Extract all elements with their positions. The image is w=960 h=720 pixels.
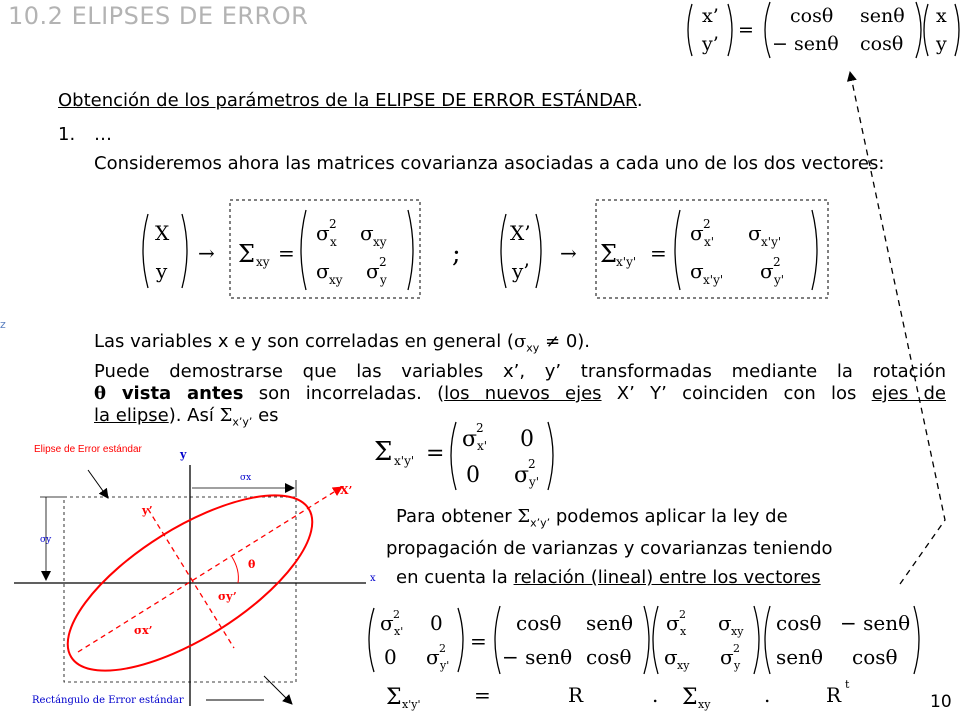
rot-equals: = — [738, 19, 754, 41]
p-t-cos-2: cosθ — [852, 645, 898, 669]
paragraph-covariance: Consideremos ahora las matrices covarianza asociadas a cada uno de los dos vectores: — [94, 153, 885, 174]
item-number: 1. — [58, 124, 76, 145]
p-l-s22-sq: 2 — [439, 642, 446, 655]
m2-s22: σ — [760, 259, 774, 283]
p-l-s11: σ — [380, 611, 394, 635]
sigma-cap-symbol-2: Σ — [517, 506, 531, 527]
rot-yp: y’ — [702, 33, 719, 55]
p-c-s22-sub: y — [734, 659, 741, 672]
sym-dot-1: . — [652, 683, 659, 707]
theta-label: θ — [248, 558, 256, 571]
sigma-x-label: σx — [240, 473, 252, 483]
para4-text-b: podemos aplicar la ley de — [550, 506, 788, 527]
equals-1: = — [278, 241, 295, 265]
m1-s21-sub: xy — [329, 273, 343, 287]
theta-symbol: θ — [94, 383, 107, 404]
p-r-cos-2: cosθ — [586, 645, 632, 669]
arrow-2: → — [560, 241, 577, 265]
rot-vec-y: y — [936, 33, 947, 55]
m3-zero-2: 0 — [466, 463, 480, 488]
sym-sigma-2-sub: xy — [698, 698, 711, 711]
p-l-s22: σ — [426, 645, 440, 669]
sigma-cap-symbol: Σ — [219, 405, 233, 426]
sym-Rt-sup: t — [845, 678, 850, 691]
p-c-s22: σ — [720, 645, 734, 669]
para3-text-e: es — [252, 405, 279, 426]
sigma-cap-subscript: x’y’ — [232, 415, 253, 429]
covariance-xpyp-equation — [501, 200, 828, 298]
p-c-s12-sub: xy — [731, 625, 744, 638]
m3-zero-1: 0 — [520, 427, 534, 452]
m3-s11-sub: x' — [477, 439, 488, 453]
covariance-xy-equation — [143, 200, 420, 298]
m2-s21-sub: x'y' — [703, 273, 724, 287]
m3-s22: σ — [514, 463, 530, 488]
propagation-equation — [369, 606, 919, 674]
sym-sigma-1: Σ — [386, 685, 402, 710]
sym-Rt: R — [826, 683, 842, 707]
m1-s11-sub: x — [330, 235, 337, 249]
sigma-yp-label: σy’ — [218, 590, 237, 603]
m3-s22-sub: y' — [529, 475, 540, 489]
dashed-pointer-arrow — [850, 72, 945, 584]
vec-Y: y — [156, 259, 168, 283]
sigma-cap-subscript-2: x’y’ — [530, 516, 551, 530]
p-t-sen: senθ — [776, 645, 824, 669]
m1-s12: σ — [360, 221, 374, 245]
p-l-s11-sq: 2 — [393, 608, 400, 621]
sigma-symbol: σ — [513, 331, 527, 352]
p-c-s12: σ — [718, 611, 732, 635]
m1-s22-sq: 2 — [379, 255, 387, 269]
p-r-msen: − senθ — [502, 645, 573, 669]
p-l-zero-2: 0 — [384, 645, 397, 669]
sigma-cap-3: Σ — [374, 437, 393, 467]
vec-X: X — [155, 221, 170, 245]
underline-axes-of: ejes de — [871, 383, 946, 404]
m2-s11: σ — [690, 221, 704, 245]
underline-relation: relación (lineal) entre los vectores — [513, 567, 821, 588]
m2-s11-sub: x' — [704, 235, 715, 249]
axis-y-label: y — [180, 448, 187, 461]
rect-label-arrow — [264, 676, 292, 704]
m2-s22-sub: y' — [774, 273, 785, 287]
symbolic-equation — [386, 678, 850, 711]
p-c-s11-sub: x — [680, 625, 687, 638]
axis-xp-label: X’ — [340, 484, 353, 497]
ellipse-label: Elipse de Error estándar — [34, 444, 142, 455]
diagonal-covariance-equation — [374, 421, 553, 490]
m2-s21: σ — [690, 259, 704, 283]
equals-2: = — [650, 241, 667, 265]
equals-3: = — [426, 441, 445, 466]
rot-xp: x’ — [702, 5, 719, 27]
para6-text: en cuenta la — [396, 567, 514, 588]
rot-vec-x: x — [936, 5, 947, 27]
sigma-cap-1: Σ — [238, 240, 255, 268]
m3-s22-sq: 2 — [528, 457, 536, 471]
ellipse-label-arrow — [88, 470, 108, 498]
m2-s11-sq: 2 — [703, 217, 711, 231]
underline-new-axes: los nuevos ejes — [444, 383, 602, 404]
p-t-cos-1: cosθ — [776, 611, 822, 635]
axis-yp-label: y’ — [142, 504, 153, 517]
rect-label: Rectángulo de Error estándar — [32, 695, 184, 706]
sym-R: R — [568, 683, 584, 707]
rot-cos-1: cosθ — [790, 5, 834, 27]
yp-axis — [148, 509, 234, 648]
p-l-s11-sub: x' — [394, 625, 404, 638]
m1-s11-sq: 2 — [329, 217, 337, 231]
p-l-zero-1: 0 — [430, 611, 443, 635]
p-r-sen-1: senθ — [586, 611, 634, 635]
bold-text: vista antes — [106, 383, 244, 404]
item-ellipsis: … — [94, 124, 112, 145]
p-l-s22-sub: y' — [440, 659, 450, 672]
m1-s11: σ — [316, 221, 330, 245]
sigma-cap-1-sub: xy — [256, 255, 270, 269]
vec-Xp: X’ — [510, 221, 531, 245]
p-c-s11-sq: 2 — [679, 608, 686, 621]
page-number: 10 — [930, 692, 952, 712]
para3-line1: Puede demostrarse que las variables x’, y’ transformadas mediante la rotación — [94, 361, 946, 382]
m2-s12: σ — [748, 221, 762, 245]
para3-text-c: X’ Y’ coinciden con los — [601, 383, 872, 404]
heading-dot: . — [636, 90, 643, 111]
sigma-cap-3-sub: x'y' — [394, 454, 415, 468]
paragraph-propagation-2: propagación de varianzas y covarianzas teniendo — [386, 538, 833, 559]
p-equals: = — [470, 629, 487, 653]
axis-x-label: x — [370, 573, 376, 584]
m1-s21: σ — [316, 259, 330, 283]
sigma-y-label: σy — [40, 535, 52, 545]
sigma-cap-2-sub: x'y' — [616, 255, 637, 269]
vec-Yp: y’ — [512, 259, 530, 283]
sigma-cap-2: Σ — [600, 240, 617, 268]
m1-s22-sub: y — [380, 273, 387, 287]
stray-letter: z — [0, 318, 6, 331]
m2-s12-sub: x'y' — [761, 235, 782, 249]
semicolon: ; — [452, 239, 461, 269]
sym-sigma-1-sub: x'y' — [402, 698, 421, 711]
p-r-cos-1: cosθ — [516, 611, 562, 635]
heading-text: Obtención de los parámetros de la ELIPSE DE ERROR ESTÁNDAR — [58, 90, 637, 111]
rotation-equation — [688, 2, 959, 58]
rot-sen-1: senθ — [860, 5, 905, 27]
dashed-box-1 — [230, 200, 420, 298]
rot-cos-2: cosθ — [860, 33, 904, 55]
slide-title: 10.2 ELIPSES DE ERROR — [8, 2, 309, 30]
sigma-subscript: xy — [526, 341, 540, 355]
arrow-1: → — [198, 241, 215, 265]
para3-text-b: son incorreladas. ( — [243, 383, 445, 404]
m1-s22: σ — [366, 259, 380, 283]
theta-arc — [232, 557, 238, 583]
sym-sigma-2: Σ — [682, 685, 698, 710]
m3-s11-sq: 2 — [476, 421, 484, 435]
p-c-s11: σ — [666, 611, 680, 635]
m2-s22-sq: 2 — [773, 255, 781, 269]
para2-end: ≠ 0). — [539, 331, 591, 352]
p-c-s21: σ — [664, 645, 678, 669]
para3-text-d: ). Así — [168, 405, 220, 426]
m3-s11: σ — [462, 427, 478, 452]
underline-ellipse: la elipse — [94, 405, 169, 426]
p-t-msen: − senθ — [840, 611, 911, 635]
sym-dot-2: . — [764, 683, 771, 707]
rot-msen: − senθ — [772, 33, 839, 55]
para2-text: Las variables x e y son correladas en general ( — [94, 331, 514, 352]
m1-s12-sub: xy — [373, 235, 387, 249]
p-c-s21-sub: xy — [677, 659, 690, 672]
sym-equals: = — [474, 683, 491, 707]
error-ellipse-diagram — [14, 444, 376, 706]
sigma-xp-label: σx’ — [134, 624, 153, 637]
para4-text: Para obtener — [396, 506, 518, 527]
p-c-s22-sq: 2 — [733, 642, 740, 655]
